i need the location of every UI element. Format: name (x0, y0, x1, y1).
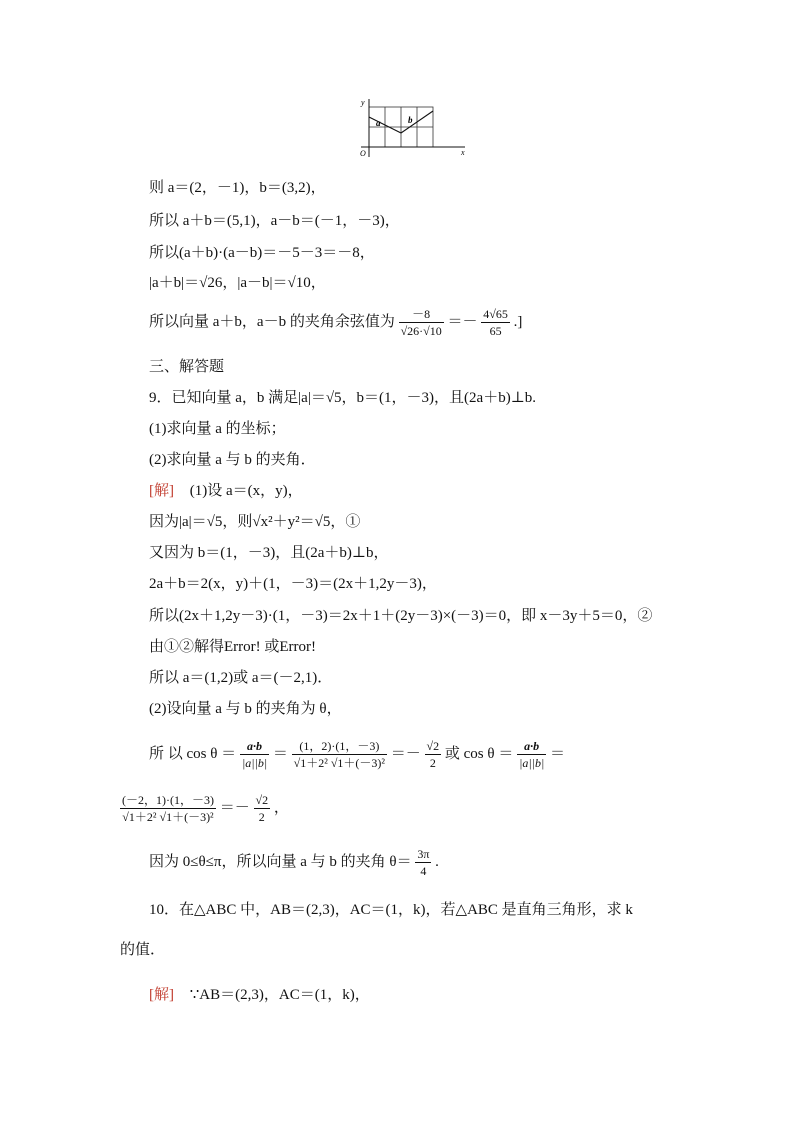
line-cosine-result (149, 306, 522, 339)
fraction-denominator: 2 (258, 810, 265, 824)
close-bracket: .] (513, 313, 523, 330)
axis-x-label: x (461, 148, 465, 157)
fraction-denominator: 2 (429, 756, 436, 770)
period: . (435, 853, 439, 870)
fraction-numerator: 4√65 (483, 307, 508, 321)
solution-line-2: 因为|a|＝√5，则√x²＋y²＝√5，① (149, 514, 361, 530)
fraction-ab (240, 738, 269, 771)
line-dot-product: 所以(a＋b)·(a－b)＝－5－3＝－8， (149, 245, 375, 261)
fraction-numerator: (1，2)·(1，－3) (292, 738, 387, 755)
equals: ＝ (550, 745, 566, 762)
angle-text: 因为 0≤θ≤π，所以向量 a 与 b 的夹角 θ＝ (149, 853, 412, 870)
fraction-denominator: √1＋2² √1＋(－3)² (122, 810, 214, 824)
solution-line-1 (149, 481, 303, 501)
question-10-line2: 的值． (120, 942, 166, 958)
equals-minus: ＝－ (447, 313, 478, 330)
equals: ＝ (272, 745, 288, 762)
vector-b-label: b (408, 115, 413, 125)
fraction-numerator: √2 (426, 739, 440, 753)
question-9-part1: (1)求向量 a 的坐标； (149, 421, 286, 437)
solution-line-7: 所以 a＝(1,2)或 a＝(－2,1)． (149, 670, 333, 686)
fraction-numerator: √2 (255, 793, 269, 807)
fraction-denominator: |a||b| (519, 756, 545, 770)
solution-text: ∵AB＝(2,3)，AC＝(1，k)， (189, 987, 370, 1003)
question-9: 9．已知向量 a，b 满足|a|＝√5，b＝(1，－3)，且(2a＋b)⊥b. (149, 390, 537, 406)
solution-line-3: 又因为 b＝(1，－3)，且(2a＋b)⊥b， (149, 545, 389, 561)
question-10-line1: 10．在△ABC 中，AB＝(2,3)，AC＝(1，k)，若△ABC 是直角三角形，求 k (149, 902, 633, 918)
fraction-numerator: (－2，1)·(1，－3) (122, 793, 214, 807)
fraction-numerator: 3π (417, 847, 430, 861)
solution-line-6: 由①②解得Error! 或Error! (149, 639, 317, 655)
solution-tag: [解] (149, 483, 174, 499)
fraction-values-2 (120, 792, 216, 825)
fraction-denominator: √1＋2² √1＋(－3)² (293, 756, 386, 770)
fraction-numerator: －8 (399, 306, 444, 323)
fraction-denominator: √26·√10 (400, 324, 442, 338)
fraction-cosine (399, 306, 444, 339)
solution-line-8: (2)设向量 a 与 b 的夹角为 θ， (149, 701, 342, 717)
vector-a-label: a (376, 118, 381, 128)
solution-line-11 (149, 846, 439, 879)
solution-line-12 (149, 985, 370, 1005)
comma: ， (273, 799, 289, 816)
fraction-numerator: a·b (240, 738, 269, 755)
solution-line-9 (149, 738, 565, 771)
line-a-b-values: 则 a＝(2，－1)，b＝(3,2)， (149, 180, 326, 196)
solution-text: (1)设 a＝(x，y)， (189, 483, 303, 499)
fraction-values (292, 738, 387, 771)
line-sum-diff: 所以 a＋b＝(5,1)，a－b＝(－1，－3)， (149, 213, 400, 229)
solution-line-4: 2a＋b＝2(x，y)＋(1，－3)＝(2x＋1,2y－3)， (149, 576, 437, 592)
solution-line-5: 所以(2x＋1,2y－3)·(1，－3)＝2x＋1＋(2y－3)×(－3)＝0，即 x－3y＋5＝0，② (149, 608, 653, 624)
origin-label: O (360, 149, 366, 158)
axis-y-label: y (361, 98, 365, 107)
fraction-denominator: 65 (489, 324, 502, 338)
fraction-simplified (481, 306, 510, 339)
question-9-part2: (2)求向量 a 与 b 的夹角． (149, 452, 316, 468)
or-cos-text: 或 cos θ ＝ (444, 745, 514, 762)
line-magnitudes: |a＋b|＝√26，|a－b|＝√10， (149, 275, 326, 291)
equals-minus: ＝－ (219, 799, 250, 816)
vector-grid-figure (355, 95, 470, 163)
equals-minus: ＝－ (390, 745, 421, 762)
fraction-denominator: 4 (420, 864, 427, 878)
section-heading: 三、解答题 (149, 359, 225, 375)
fraction-root2 (425, 738, 442, 771)
solution-line-10 (120, 792, 289, 825)
fraction-3pi-4 (415, 846, 431, 879)
cosine-text: 所以向量 a＋b，a－b 的夹角余弦值为 (149, 313, 395, 330)
fraction-ab-2 (517, 738, 546, 771)
fraction-numerator: a·b (517, 738, 546, 755)
cos-text: 所 以 cos θ ＝ (149, 745, 237, 762)
solution-tag: [解] (149, 987, 174, 1003)
fraction-root2-2 (254, 792, 271, 825)
fraction-denominator: |a||b| (241, 756, 268, 770)
